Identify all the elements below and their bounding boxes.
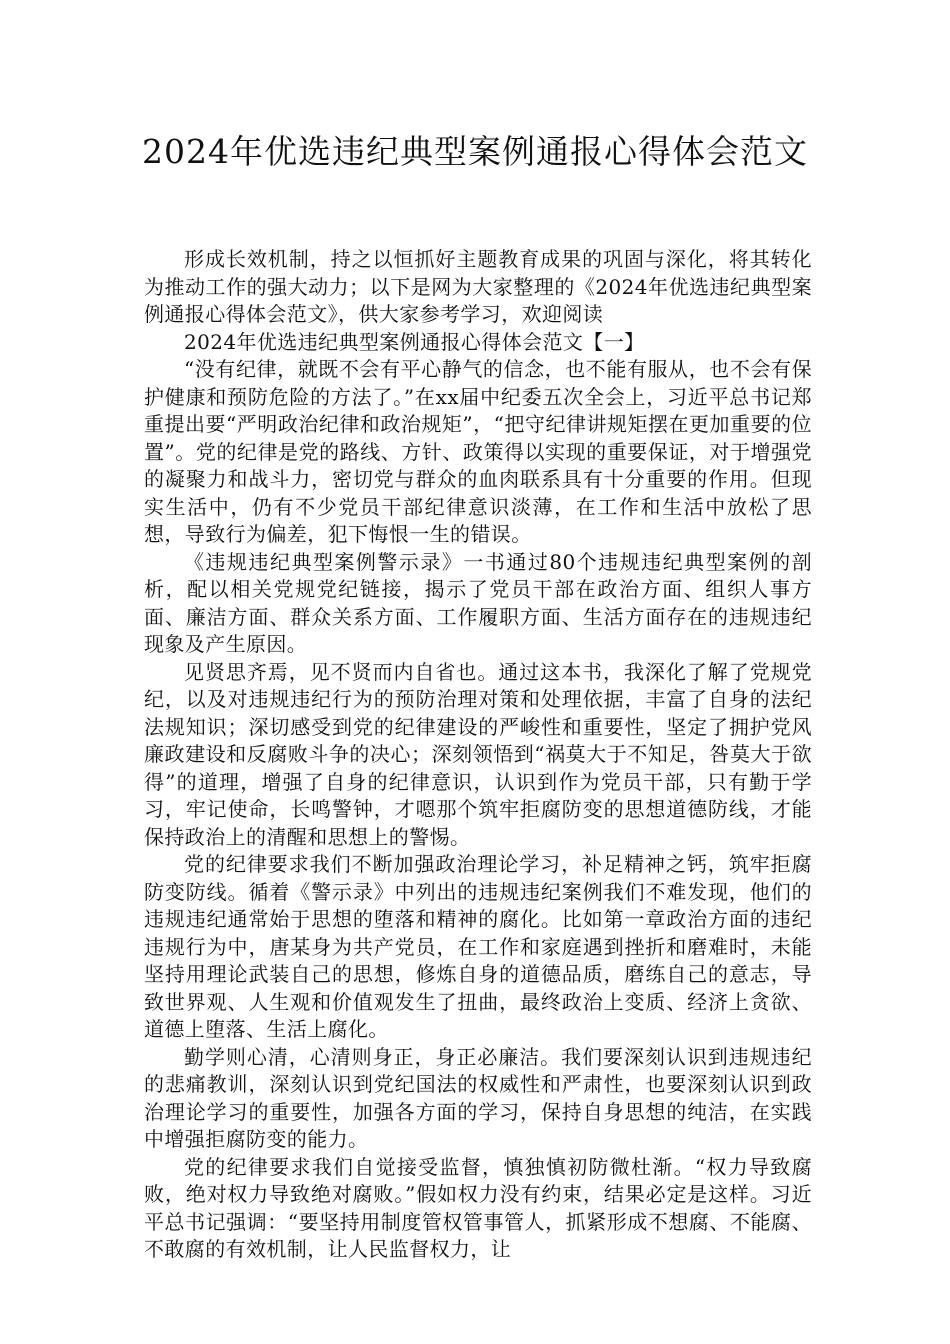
body-paragraph: 党的纪律要求我们不断加强政治理论学习，补足精神之钙，筑牢拒腐防变防线。循着《警示录》中列出的违规违纪案例我们不难发现，他们的违规违纪通常始于思想的堕落和精神的腐化。比如第一章政治方面的违纪违规行为中，唐某身为共产党员，在工作和家庭遇到挫折和磨难时，未能坚持用理论武装自己的思想，修炼自身的道德品质，磨练自己的意志，导致世界观、人生观和价值观发生了扭曲，最终政治上变质、经济上贪欲、道德上堕落、生活上腐化。 (144, 852, 812, 1041)
body-paragraph: “没有纪律，就既不会有平心静气的信念，也不能有服从，也不会有保护健康和预防危险的方法了。”在xx届中纪委五次全会上，习近平总书记郑重提出要“严明政治纪律和政治规矩”，“把守纪律讲规矩摆在更加重要的位置”。党的纪律是党的路线、方针、政策得以实现的重要保证，对于增强党的凝聚力和战斗力，密切党与群众的血肉联系具有十分重要的作用。但现实生活中，仍有不少党员干部纪律意识淡薄，在工作和生活中放松了思想，导致行为偏差，犯下悔恨一生的错误。 (144, 357, 812, 546)
body-paragraph: 见贤思齐焉，见不贤而内自省也。通过这本书，我深化了解了党规党纪，以及对违规违纪行为的预防治理对策和处理依据，丰富了自身的法纪法规知识；深切感受到党的纪律建设的严峻性和重要性，坚定了拥护党风廉政建设和反腐败斗争的决心；深刻领悟到“祸莫大于不知足，咎莫大于欲得”的道理，增强了自身的纪律意识，认识到作为党员干部，只有勤于学习，牢记使命，长鸣警钟，才嗯那个筑牢拒腐防变的思想道德防线，才能保持政治上的清醒和思想上的警惕。 (144, 659, 812, 849)
intro-paragraph: 形成长效机制，持之以恒抓好主题教育成果的巩固与深化，将其转化为推动工作的强大动力；以下是网为大家整理的《2024年优选违纪典型案例通报心得体会范文》，供大家参考学习，欢迎阅读 (144, 247, 812, 326)
body-paragraph: 勤学则心清，心清则身正，身正必廉洁。我们要深刻认识到违规违纪的悲痛教训，深刻认识到党纪国法的权威性和严肃性，也要深刻认识到政治理论学习的重要性，加强各方面的学习，保持自身思想的纯洁，在实践中增强拒腐防变的能力。 (144, 1044, 812, 1151)
document-body (144, 246, 812, 1264)
body-paragraph: 党的纪律要求我们自觉接受监督，慎独慎初防微杜渐。“权力导致腐败，绝对权力导致绝对腐败。”假如权力没有约束，结果必定是这样。习近平总书记强调：“要坚持用制度管权管事管人，抓紧形成不想腐、不能腐、不敢腐的有效机制，让人民监督权力，让 (144, 1154, 812, 1261)
document-title: 2024年优选违纪典型案例通报心得体会范文 (142, 132, 808, 171)
section-heading: 2024年优选违纪典型案例通报心得体会范文【一】 (184, 329, 645, 354)
body-paragraph: 《违规违纪典型案例警示录》一书通过80个违规违纪典型案例的剖析，配以相关党规党纪链接，揭示了党员干部在政治方面、组织人事方面、廉洁方面、群众关系方面、工作履职方面、生活方面存在的违规违纪现象及产生原因。 (144, 549, 812, 656)
